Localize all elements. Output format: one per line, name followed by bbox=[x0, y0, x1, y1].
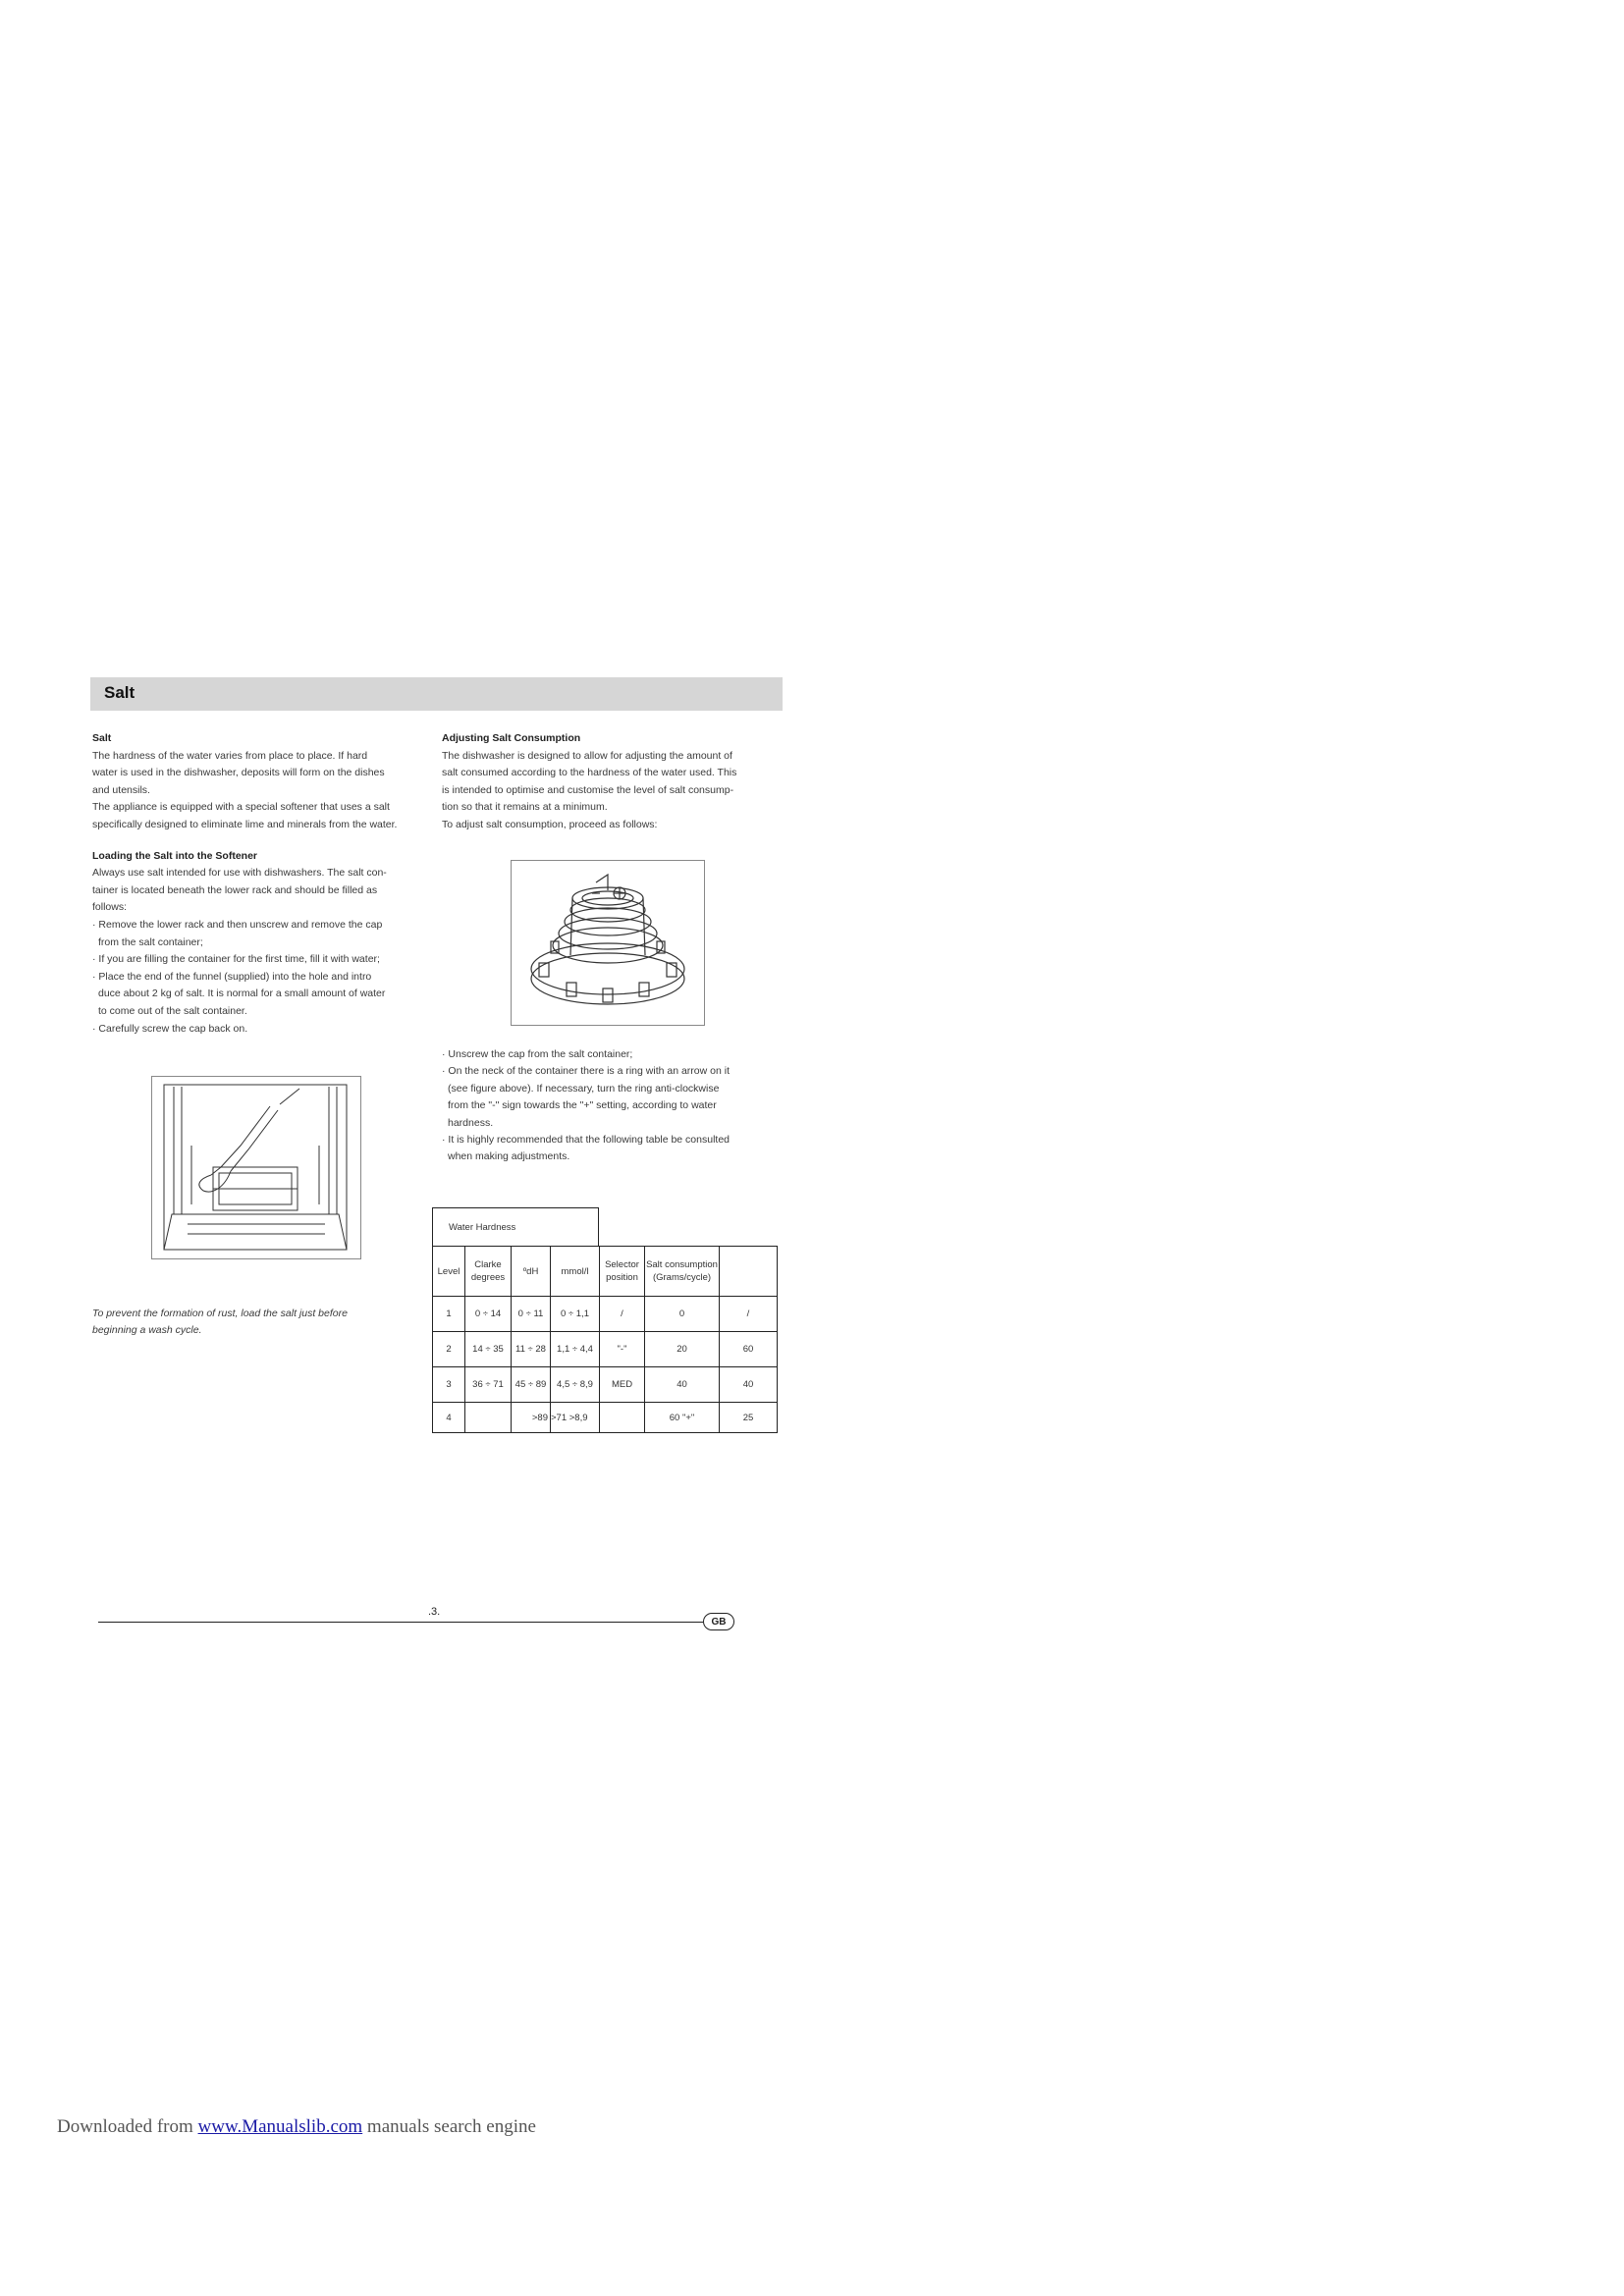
loading-line: Always use salt intended for use with dishwashers. The salt con- bbox=[92, 867, 387, 880]
table-cell: 2 bbox=[432, 1331, 465, 1367]
table-cell: 0 bbox=[644, 1296, 720, 1332]
adjust-steps bbox=[442, 1046, 776, 1166]
download-prefix: Downloaded from bbox=[57, 2116, 193, 2137]
table-cell: 20 bbox=[644, 1331, 720, 1367]
table-cell: 3 bbox=[432, 1366, 465, 1403]
table-header: Selector position bbox=[599, 1246, 645, 1297]
table-cell: 40 bbox=[644, 1366, 720, 1403]
adjust-step: · Unscrew the cap from the salt container; bbox=[442, 1048, 633, 1060]
table-header: ºdH bbox=[511, 1246, 551, 1297]
table-header: mmol/l bbox=[550, 1246, 600, 1297]
adjust-step: · On the neck of the container there is a ring with an arrow on it bbox=[442, 1065, 730, 1078]
table-cell: "-" bbox=[599, 1331, 645, 1367]
download-suffix: manuals search engine bbox=[366, 2116, 536, 2137]
loading-line: tainer is located beneath the lower rack and should be filled as bbox=[92, 883, 378, 896]
salt-line: and utensils. bbox=[92, 783, 150, 796]
adjust-line: is intended to optimise and customise the level of salt consump- bbox=[442, 783, 734, 796]
manualslib-link[interactable]: www.Manualslib.com bbox=[197, 2116, 363, 2137]
table-cell: 4,5 ÷ 8,9 bbox=[550, 1366, 600, 1403]
salt-ring-illustration bbox=[511, 860, 705, 1026]
table-group-header: Water Hardness bbox=[432, 1207, 599, 1247]
adjust-step: hardness. bbox=[448, 1116, 494, 1129]
adjust-step: when making adjustments. bbox=[448, 1150, 570, 1163]
adjust-step: from the "-" sign towards the "+" setting, according to water bbox=[448, 1099, 717, 1112]
table-cell: / bbox=[719, 1296, 778, 1332]
salt-heading: Salt bbox=[92, 732, 112, 744]
table-cell: 1,1 ÷ 4,4 bbox=[550, 1331, 600, 1367]
adjust-line: To adjust salt consumption, proceed as follows: bbox=[442, 818, 658, 830]
table-header: Salt consumption (Grams/cycle) bbox=[644, 1246, 720, 1297]
table-cell: / bbox=[599, 1296, 645, 1332]
table-cell: >89 bbox=[511, 1402, 551, 1433]
adjust-step: · It is highly recommended that the following table be consulted bbox=[442, 1134, 731, 1147]
table-cell: 40 bbox=[719, 1366, 778, 1403]
salt-line: specifically designed to eliminate lime and minerals from the water. bbox=[92, 818, 398, 830]
adjust-line: The dishwasher is designed to allow for adjusting the amount of bbox=[442, 749, 732, 762]
salt-line: The hardness of the water varies from place to place. If hard bbox=[92, 749, 368, 762]
table-cell: 45 ÷ 89 bbox=[511, 1366, 551, 1403]
table-cell: 0 ÷ 1,1 bbox=[550, 1296, 600, 1332]
table-cell: 11 ÷ 28 bbox=[511, 1331, 551, 1367]
adjust-step: (see figure above). If necessary, turn the ring anti-clockwise bbox=[448, 1082, 720, 1095]
section-title: Salt bbox=[104, 683, 135, 702]
water-hardness-table bbox=[432, 1207, 784, 1433]
caption-line: beginning a wash cycle. bbox=[92, 1324, 202, 1336]
loading-step: · If you are filling the container for the first time, fill it with water; bbox=[92, 953, 380, 966]
salt-line: water is used in the dishwasher, deposits will form on the dishes bbox=[92, 767, 385, 779]
loading-step: · Carefully screw the cap back on. bbox=[92, 1022, 248, 1035]
adjust-heading: Adjusting Salt Consumption bbox=[442, 732, 581, 744]
table-cell: 14 ÷ 35 bbox=[464, 1331, 512, 1367]
loading-step: · Place the end of the funnel (supplied) into the hole and intro bbox=[92, 970, 372, 983]
table-header bbox=[719, 1246, 778, 1297]
loading-step: from the salt container; bbox=[98, 935, 203, 948]
loading-line: follows: bbox=[92, 901, 128, 914]
caption-line: To prevent the formation of rust, load the salt just before bbox=[92, 1308, 348, 1319]
adjust-line: tion so that it remains at a minimum. bbox=[442, 801, 608, 814]
table-header: Clarke degrees bbox=[464, 1246, 512, 1297]
table-cell: 60 "+" bbox=[644, 1402, 720, 1433]
table-cell: 60 bbox=[719, 1331, 778, 1367]
left-column bbox=[92, 730, 426, 1038]
loading-heading: Loading the Salt into the Softener bbox=[92, 849, 257, 862]
table-cell: MED bbox=[599, 1366, 645, 1403]
table-cell bbox=[464, 1402, 512, 1433]
table-header: Level bbox=[432, 1246, 465, 1297]
table-cell: 1 bbox=[432, 1296, 465, 1332]
salt-container-ring-drawing bbox=[512, 861, 704, 1025]
adjust-line: salt consumed according to the hardness of the water used. This bbox=[442, 767, 737, 779]
rust-caption bbox=[92, 1306, 416, 1339]
table-cell: >71 >8,9 bbox=[550, 1402, 600, 1433]
right-column bbox=[442, 730, 776, 834]
loading-step: to come out of the salt container. bbox=[98, 1004, 247, 1017]
section-header-bar bbox=[90, 677, 783, 711]
table-cell: 0 ÷ 14 bbox=[464, 1296, 512, 1332]
table-cell: 25 bbox=[719, 1402, 778, 1433]
table-cell: 0 ÷ 11 bbox=[511, 1296, 551, 1332]
dishwasher-rack-drawing bbox=[152, 1077, 360, 1258]
table-cell: 36 ÷ 71 bbox=[464, 1366, 512, 1403]
salt-line: The appliance is equipped with a special softener that uses a salt bbox=[92, 801, 390, 814]
page-number: .3. bbox=[428, 1606, 441, 1618]
table-cell bbox=[599, 1402, 645, 1433]
loading-step: duce about 2 kg of salt. It is normal for a small amount of water bbox=[98, 988, 386, 1000]
footer-divider bbox=[98, 1622, 703, 1623]
language-badge: GB bbox=[703, 1613, 734, 1630]
salt-loading-illustration bbox=[151, 1076, 361, 1259]
table-cell: 4 bbox=[432, 1402, 465, 1433]
download-notice bbox=[57, 2116, 536, 2138]
loading-step: · Remove the lower rack and then unscrew and remove the cap bbox=[92, 918, 383, 931]
